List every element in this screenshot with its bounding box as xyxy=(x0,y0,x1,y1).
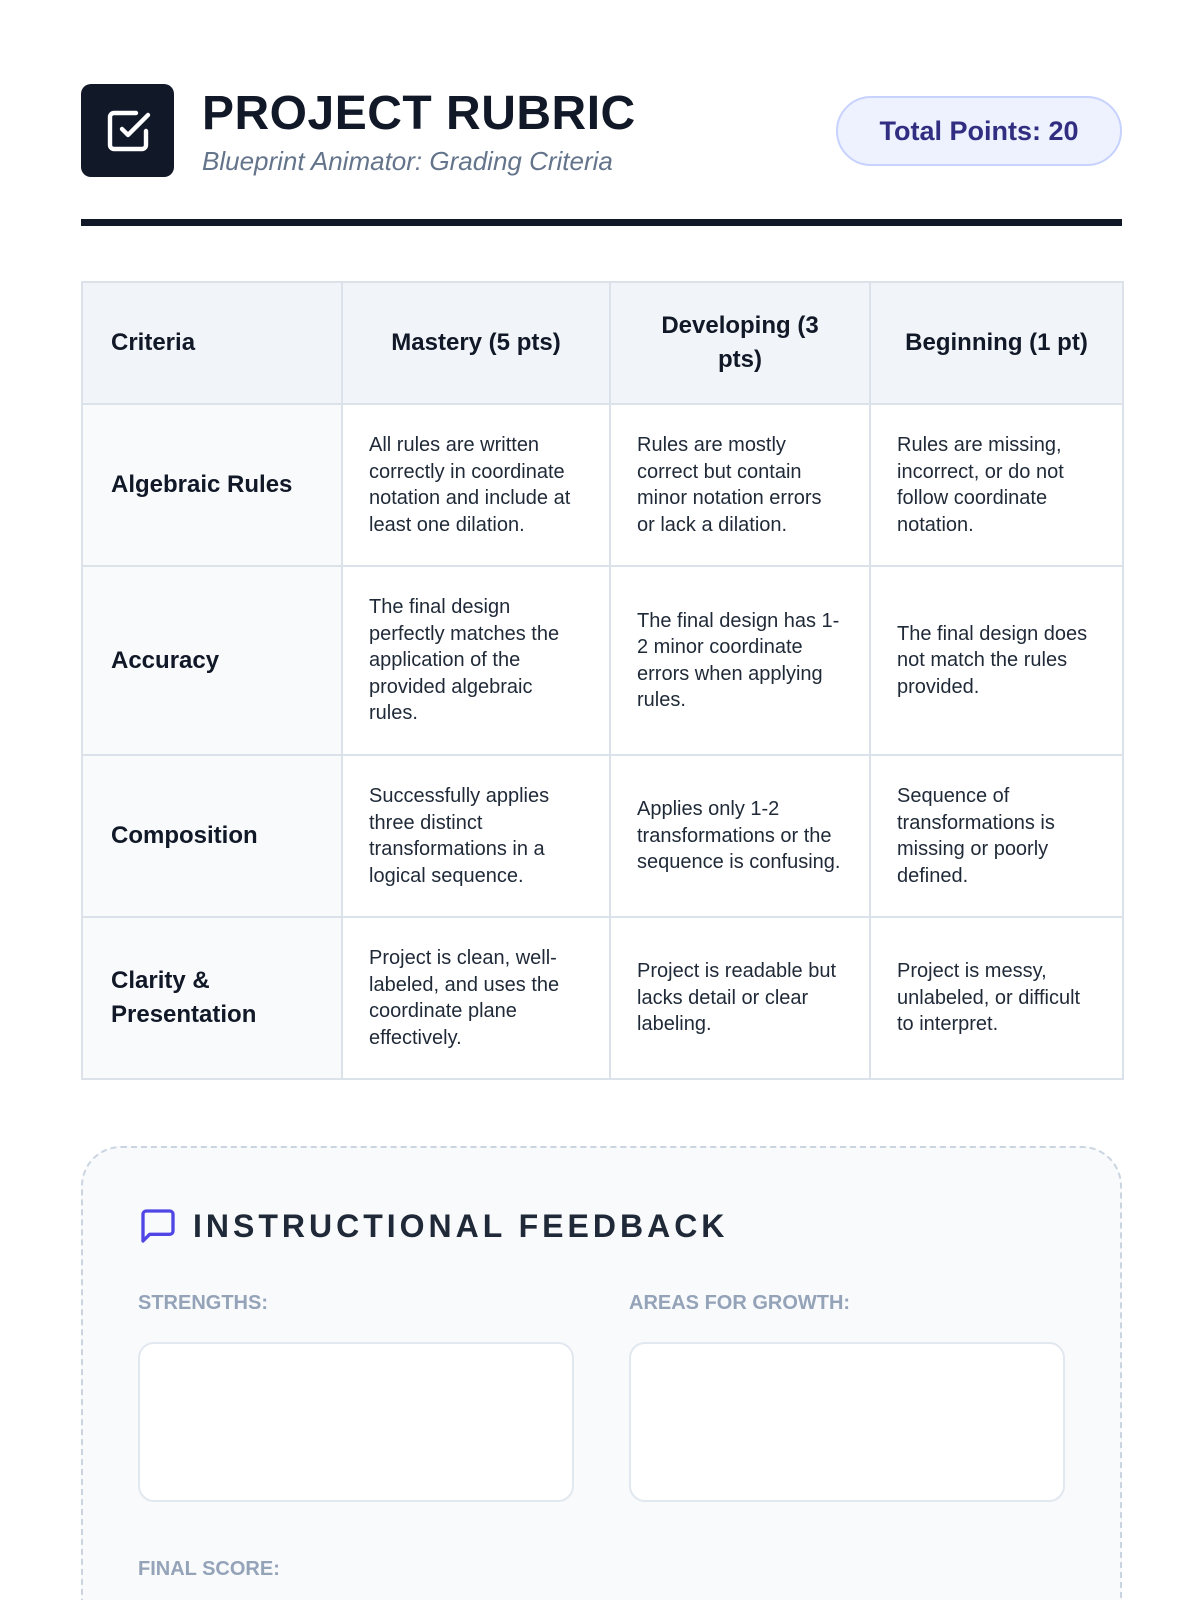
rubric-table xyxy=(81,281,1124,1080)
mastery-cell: The final design perfectly matches the application of the provided algebraic rules. xyxy=(342,566,610,755)
column-header-beginning: Beginning (1 pt) xyxy=(870,282,1123,404)
logo xyxy=(81,84,174,177)
page-title: PROJECT RUBRIC xyxy=(202,87,636,140)
table-row xyxy=(82,755,1123,917)
table-row xyxy=(82,566,1123,755)
table-row xyxy=(82,404,1123,566)
feedback-title: INSTRUCTIONAL FEEDBACK xyxy=(193,1207,729,1244)
beginning-cell: The final design does not match the rules provided. xyxy=(870,566,1123,755)
developing-cell: The final design has 1-2 minor coordinate errors when applying rules. xyxy=(610,566,870,755)
header-divider xyxy=(81,219,1122,226)
column-header-developing: Developing (3 pts) xyxy=(610,282,870,404)
message-square-icon xyxy=(138,1206,178,1246)
criteria-cell: Accuracy xyxy=(82,566,342,755)
page-header xyxy=(81,84,1122,180)
total-points-badge: Total Points: 20 xyxy=(836,96,1122,166)
table-row xyxy=(82,917,1123,1079)
page-subtitle: Blueprint Animator: Grading Criteria xyxy=(202,146,613,176)
mastery-cell: Project is clean, well-labeled, and uses the coordinate plane effectively. xyxy=(342,917,610,1079)
criteria-cell: Algebraic Rules xyxy=(82,404,342,566)
instructional-feedback-panel xyxy=(81,1146,1122,1600)
column-header-criteria: Criteria xyxy=(82,282,342,404)
strengths-input[interactable] xyxy=(138,1342,574,1502)
developing-cell: Applies only 1-2 transformations or the sequence is confusing. xyxy=(610,755,870,917)
beginning-cell: Rules are missing, incorrect, or do not follow coordinate notation. xyxy=(870,404,1123,566)
final-score-label: FINAL SCORE: xyxy=(138,1558,280,1580)
checkbox-icon xyxy=(104,107,152,155)
beginning-cell: Sequence of transformations is missing or poorly defined. xyxy=(870,755,1123,917)
rubric-header-row xyxy=(82,282,1123,404)
feedback-heading xyxy=(138,1206,728,1246)
developing-cell: Project is readable but lacks detail or clear labeling. xyxy=(610,917,870,1079)
growth-input[interactable] xyxy=(629,1342,1065,1502)
criteria-cell: Composition xyxy=(82,755,342,917)
developing-cell: Rules are mostly correct but contain minor notation errors or lack a dilation. xyxy=(610,404,870,566)
beginning-cell: Project is messy, unlabeled, or difficult to interpret. xyxy=(870,917,1123,1079)
criteria-cell: Clarity & Presentation xyxy=(82,917,342,1079)
strengths-label: STRENGTHS: xyxy=(138,1292,268,1314)
mastery-cell: All rules are written correctly in coordinate notation and include at least one dilation. xyxy=(342,404,610,566)
growth-label: AREAS FOR GROWTH: xyxy=(629,1292,851,1314)
column-header-mastery: Mastery (5 pts) xyxy=(342,282,610,404)
mastery-cell: Successfully applies three distinct transformations in a logical sequence. xyxy=(342,755,610,917)
